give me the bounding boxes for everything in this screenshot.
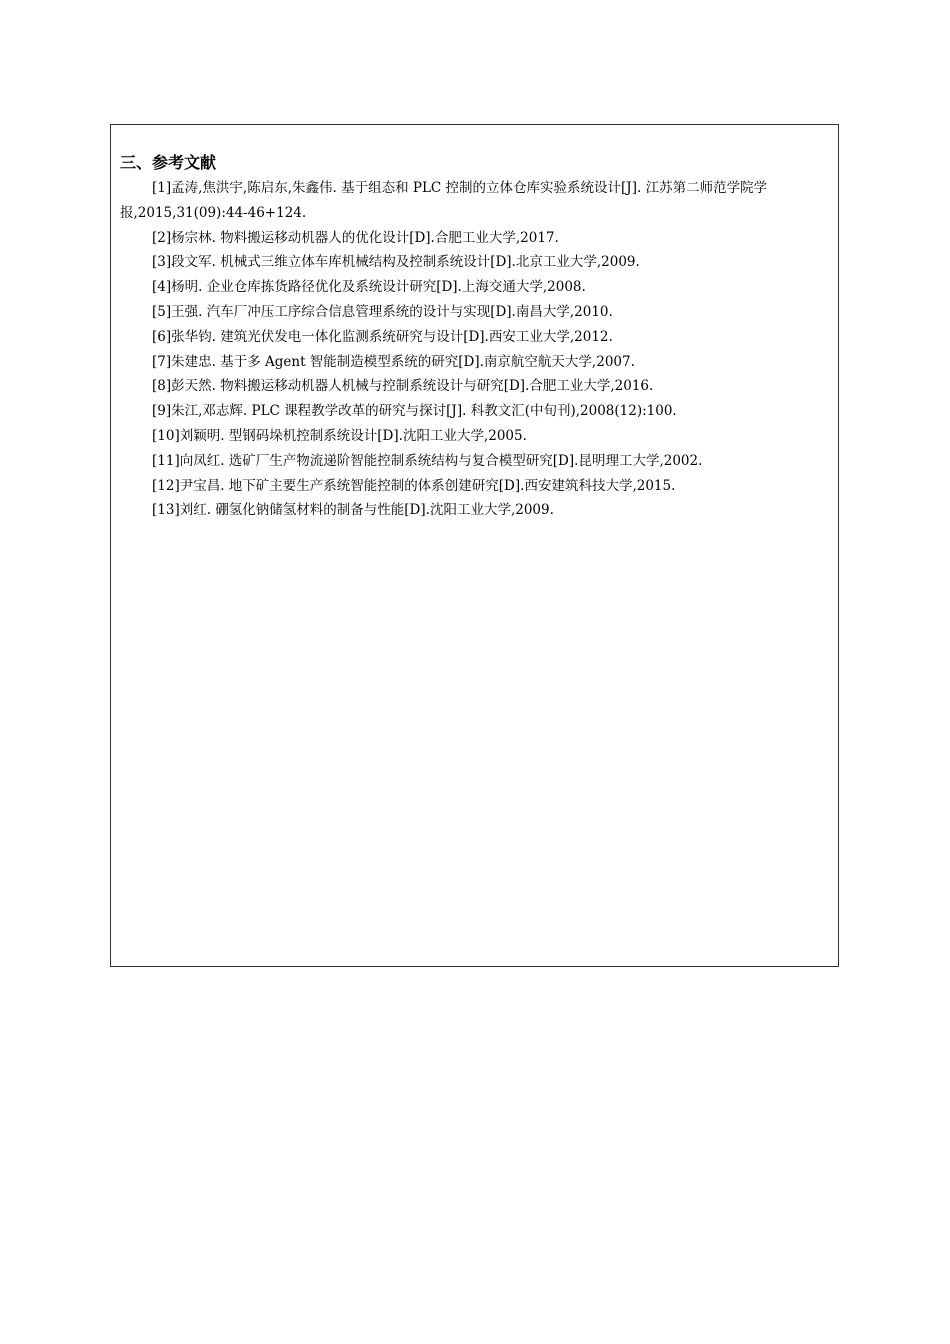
reference-item-1: [1]孟涛,焦洪宇,陈启东,朱鑫伟. 基于组态和 PLC 控制的立体仓库实验系统设计[J]. 江苏第二师范学院学报,2015,31(09):44-46+124. — [120, 180, 768, 221]
section-heading: 三、参考文献 — [120, 153, 217, 172]
references-table-cell — [110, 124, 839, 967]
reference-item-12: [12]尹宝昌. 地下矿主要生产系统智能控制的体系创建研究[D].西安建筑科技大学,2015. — [152, 477, 676, 494]
reference-item-5: [5]王强. 汽车厂冲压工序综合信息管理系统的设计与实现[D].南昌大学,2010. — [152, 303, 613, 320]
reference-item-13: [13]刘红. 硼氢化钠储氢材料的制备与性能[D].沈阳工业大学,2009. — [152, 502, 554, 519]
reference-item-9: [9]朱江,邓志辉. PLC 课程教学改革的研究与探讨[J]. 科教文汇(中旬刊),2008(12):100. — [152, 403, 677, 420]
reference-item-2: [2]杨宗林. 物料搬运移动机器人的优化设计[D].合肥工业大学,2017. — [152, 229, 559, 246]
reference-item-4: [4]杨明. 企业仓库拣货路径优化及系统设计研究[D].上海交通大学,2008. — [152, 279, 586, 296]
reference-item-11: [11]向凤红. 选矿厂生产物流递阶智能控制系统结构与复合模型研究[D].昆明理工大学,2002. — [152, 452, 703, 469]
reference-item-7: [7]朱建忠. 基于多 Agent 智能制造模型系统的研究[D].南京航空航天大学,2007. — [152, 353, 635, 370]
reference-item-6: [6]张华钧. 建筑光伏发电一体化监测系统研究与设计[D].西安工业大学,2012. — [152, 328, 613, 345]
reference-list — [120, 176, 832, 523]
reference-item-3: [3]段文军. 机械式三维立体车库机械结构及控制系统设计[D].北京工业大学,2009. — [152, 254, 640, 271]
reference-item-10: [10]刘颖明. 型钢码垛机控制系统设计[D].沈阳工业大学,2005. — [152, 427, 527, 444]
reference-item-8: [8]彭天然. 物料搬运移动机器人机械与控制系统设计与研究[D].合肥工业大学,2016. — [152, 378, 654, 395]
